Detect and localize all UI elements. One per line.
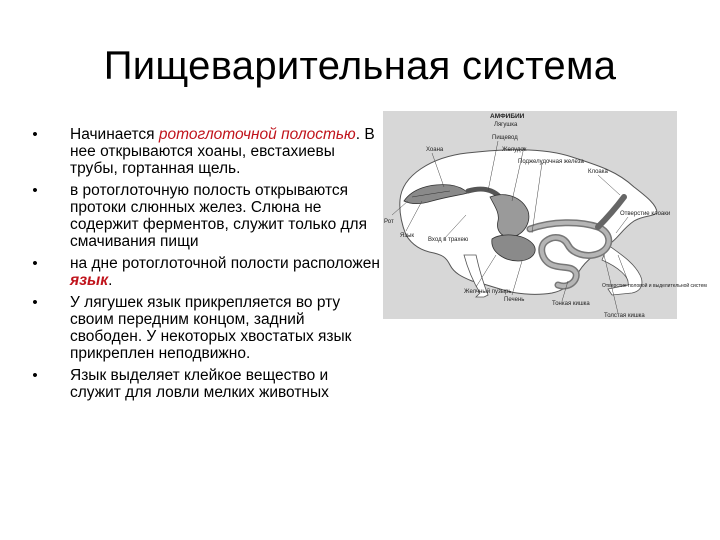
- bullet-marker: •: [32, 294, 38, 311]
- bullet-marker: •: [32, 367, 38, 384]
- label-choana: Хоана: [426, 147, 444, 153]
- label-liver: Печень: [504, 297, 525, 303]
- label-trachea-entry: Вход в трахею: [428, 237, 469, 243]
- bullet-item: [28, 367, 380, 401]
- bullet-item: [28, 294, 380, 362]
- bullet-marker: •: [32, 126, 38, 143]
- label-large-intestine: Толстая кишка: [604, 313, 645, 319]
- bullet-marker: •: [32, 182, 38, 199]
- label-stomach: Желудок: [502, 147, 527, 153]
- bullet-emphasis: язык: [70, 272, 109, 289]
- frog-digestive-diagram: [372, 105, 707, 325]
- bullet-emphasis: ротоглоточной полостью: [158, 126, 356, 143]
- label-esophagus: Пищевод: [492, 135, 518, 141]
- label-urogenital: Отверстие половой и выделительной систем: [602, 283, 707, 289]
- bullet-item: [28, 126, 380, 177]
- bullet-text-pre: Начинается: [70, 126, 159, 143]
- bullet-marker: •: [32, 255, 38, 272]
- diagram-subheader: Лягушка: [494, 122, 518, 128]
- label-pancreas: Поджелудочная железа: [518, 159, 584, 165]
- bullet-text-post: . В нее открываются хоаны, евстахиевы трубы, гортанная щель.: [70, 126, 375, 177]
- bullet-text-post: .: [108, 272, 113, 289]
- bullet-item: [28, 182, 380, 250]
- label-mouth: Рот: [384, 219, 394, 225]
- label-small-intestine: Тонкая кишка: [552, 301, 590, 307]
- label-cloaca: Клоака: [588, 169, 608, 175]
- diagram-header: АМФИБИИ: [490, 113, 525, 120]
- label-tongue: Язык: [400, 233, 415, 239]
- bullet-item: [28, 255, 380, 289]
- bullet-text: У лягушек язык прикрепляется во рту своим передним концом, задний свободен. У некоторых хвостатых язык прикреплен неподвижно.: [70, 294, 352, 362]
- label-gallbladder: Желчный пузырь: [464, 289, 512, 295]
- bullet-list: [28, 126, 380, 406]
- bullet-text-pre: на дне ротоглоточной полости расположен: [70, 255, 380, 272]
- label-cloacal-openings: Отверстие клоаки: [620, 211, 671, 217]
- bullet-text: в ротоглоточную полость открываются протоки слюнных желез. Слюна не содержит ферментов, служит только для смачивания пищи: [70, 182, 367, 250]
- bullet-text: Язык выделяет клейкое вещество и служит для ловли мелких животных: [70, 367, 329, 401]
- slide-title: Пищеварительная система: [103, 44, 617, 88]
